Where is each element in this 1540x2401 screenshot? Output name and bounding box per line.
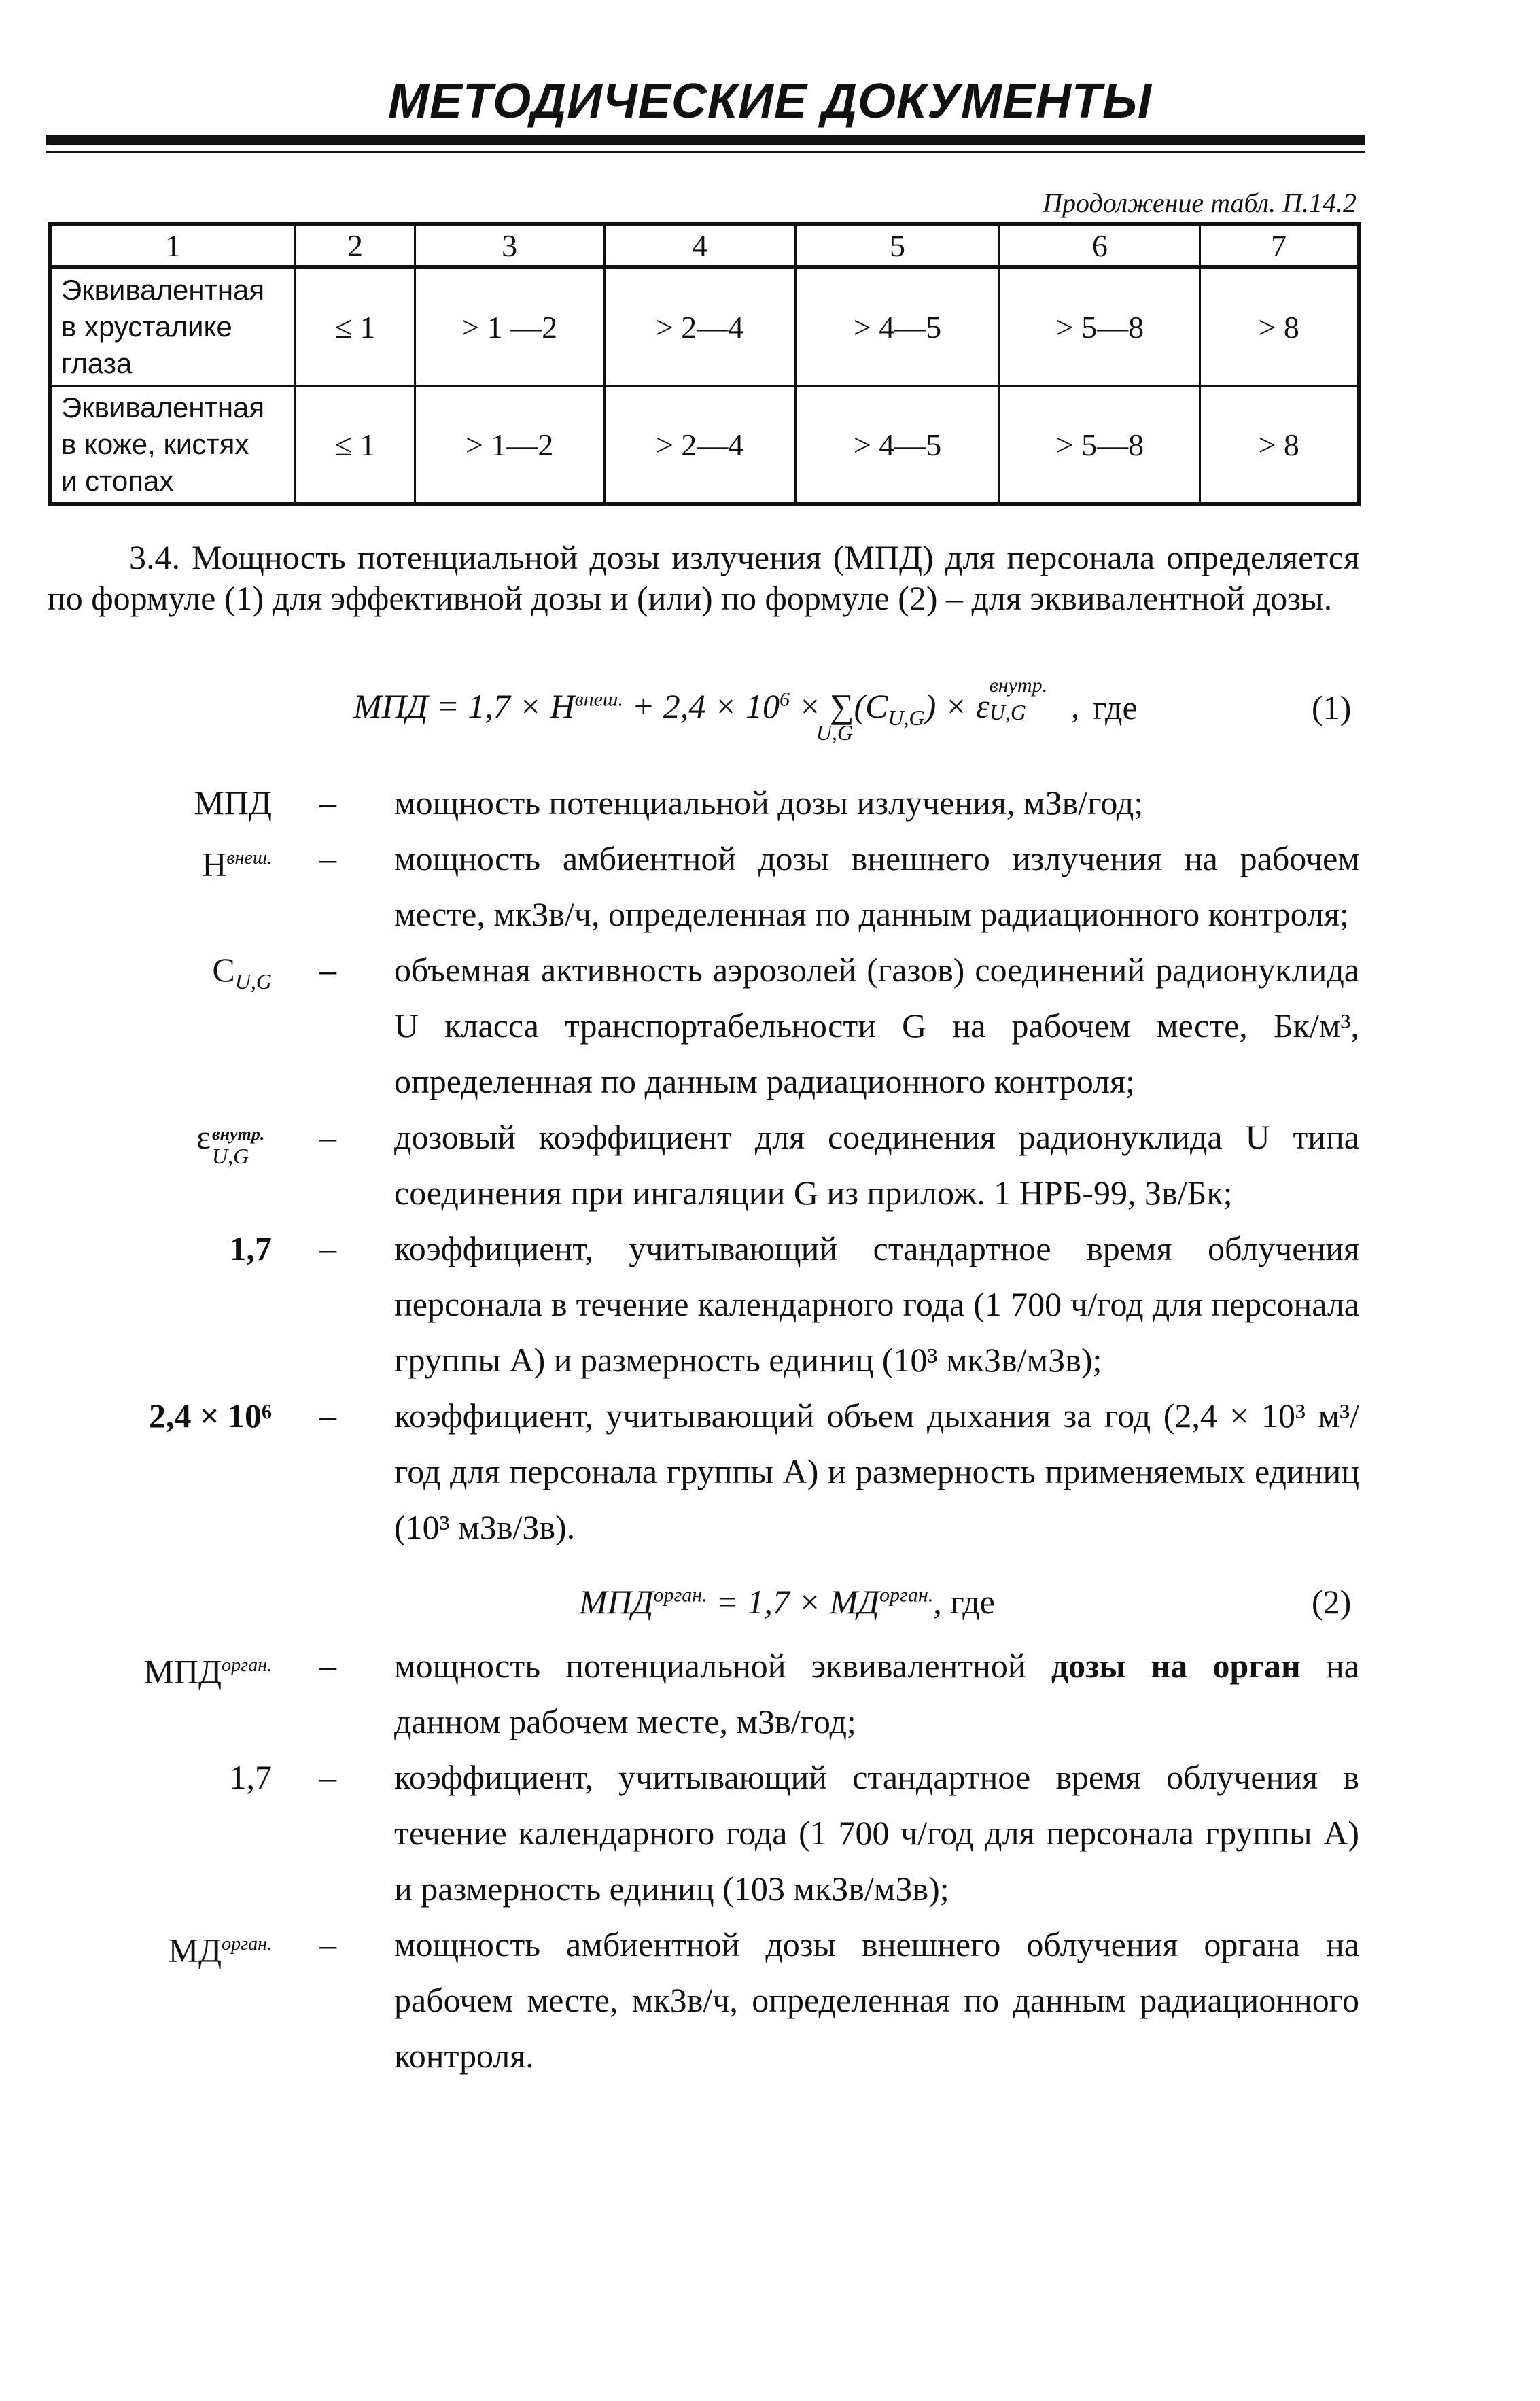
epsilon-sub: U,G xyxy=(989,700,1026,724)
definition-dash: – xyxy=(319,784,336,822)
row-label-line: Эквивалентная xyxy=(61,274,265,306)
formula1-times: × xyxy=(790,687,830,725)
sum-glyph: ∑ xyxy=(829,687,854,725)
epsilon-indices xyxy=(989,674,1071,724)
table-cell: > 8 xyxy=(1200,267,1359,386)
formula-2 xyxy=(579,1582,995,1622)
formula1-comma: , xyxy=(1070,687,1080,725)
table-row-label xyxy=(50,267,296,386)
symbol-text: 2,4 × 10⁶ xyxy=(149,1397,272,1435)
table-cell: > 4—5 xyxy=(795,267,1000,386)
table-cell: > 5—8 xyxy=(1000,386,1200,505)
epsilon-sup: внутр. xyxy=(989,674,1048,697)
definition-symbol xyxy=(95,1109,272,1168)
page-header-title: МЕТОДИЧЕСКИЕ ДОКУМЕНТЫ xyxy=(388,74,1152,128)
table-cell: > 5—8 xyxy=(1000,267,1200,386)
table-cell: > 4—5 xyxy=(795,386,1000,505)
definition-text-part: мощность потенциальной эквивалентной xyxy=(394,1647,1051,1685)
table-header-cell: 4 xyxy=(604,224,795,267)
sum-symbol xyxy=(816,686,854,745)
formula2-eq: = 1,7 × МД xyxy=(707,1583,880,1621)
table-header-cell: 2 xyxy=(296,224,415,267)
definition-dash: – xyxy=(319,1647,336,1685)
row-label-line: в коже, кистях xyxy=(61,428,249,460)
formula1-eq: = 1,7 × H xyxy=(436,687,575,725)
symbol-subscript: U,G xyxy=(212,1144,249,1168)
definition-dash: – xyxy=(319,951,336,989)
table-cell: > 1—2 xyxy=(415,386,604,505)
definition-text: коэффициент, учитывающий объем дыхания за год (2,4 × 10³ м³/год для персонала группы А) и размерность применяемых единиц (10³ мЗв/Зв). xyxy=(394,1397,1359,1546)
formula1-c-close: ) × ε xyxy=(924,687,990,725)
table-header-row xyxy=(50,224,1359,267)
definition-text: дозовый коэффициент для соединения радионуклида U типа соединения при ингаляции G из прилож. 1 НРБ-99, Зв/Бк; xyxy=(394,1118,1359,1212)
definition-text-part: на данном рабочем месте, мЗв/год; xyxy=(394,1647,1359,1740)
row-label-line: глаза xyxy=(61,347,133,379)
definition-symbol xyxy=(95,830,272,892)
table-cell: ≤ 1 xyxy=(296,267,415,386)
table-continuation-label: Продолжение табл. П.14.2 xyxy=(1043,188,1357,218)
symbol-superscript: орган. xyxy=(222,1933,272,1955)
formula1-c: (C xyxy=(854,687,888,725)
formula2-lhs-sup: орган. xyxy=(653,1583,707,1607)
definition-text: мощность потенциальной дозы излучения, мЗв/год; xyxy=(394,784,1144,822)
section-paragraph xyxy=(48,537,1359,618)
definition-text: мощность амбиентной дозы внешнего облучения органа на рабочем месте, мкЗв/ч, определенная по данным радиационного контроля. xyxy=(394,1925,1359,2075)
table-row-label xyxy=(50,386,296,505)
header-rule-thick xyxy=(46,135,1365,145)
formula1-lhs: МПД xyxy=(353,687,428,725)
definition-symbol xyxy=(95,1638,272,1700)
definition-text xyxy=(394,1638,1359,1749)
table-header-cell: 1 xyxy=(50,224,296,267)
symbol-text: МД xyxy=(168,1931,222,1969)
formula1-mid: + 2,4 × 10 xyxy=(623,687,780,725)
definition-text-bold: дозы на орган xyxy=(1051,1647,1301,1685)
dose-limit-table xyxy=(48,222,1361,506)
definition-dash: – xyxy=(319,1229,336,1267)
symbol-text: МПД xyxy=(194,784,272,822)
definition-symbol xyxy=(95,1749,272,1805)
table-header-cell: 5 xyxy=(795,224,1000,267)
table-cell: > 1 —2 xyxy=(415,267,604,386)
definition-dash: – xyxy=(319,1758,336,1796)
symbol-subscript: U,G xyxy=(234,969,272,994)
definition-text: мощность амбиентной дозы внешнего излучения на рабочем месте, мкЗв/ч, определенная по данным радиационного контроля; xyxy=(394,839,1359,933)
symbol-text: 1,7 xyxy=(229,1758,272,1796)
formula1-sup-h: внеш. xyxy=(574,688,624,711)
formula1-c-sub: U,G xyxy=(888,705,925,730)
header-rule-thin xyxy=(46,151,1365,153)
definition-symbol xyxy=(95,775,272,830)
symbol-indices xyxy=(211,1121,272,1168)
table-header-cell: 7 xyxy=(1200,224,1359,267)
formula-1 xyxy=(353,674,1080,745)
section-text: 3.4. Мощность потенциальной дозы излучения (МПД) для персонала определяется по формуле (1) для эффективной дозы и (или) по формуле (2) – для эквивалентной дозы. xyxy=(48,538,1359,617)
table-cell: > 8 xyxy=(1200,386,1359,505)
definition-symbol xyxy=(95,1221,272,1276)
formula1-number: (1) xyxy=(1312,688,1352,726)
table-row xyxy=(50,386,1359,505)
symbol-text: МПД xyxy=(143,1652,222,1691)
row-label-line: и стопах xyxy=(61,465,174,497)
formula2-rhs-sup: орган. xyxy=(879,1583,934,1607)
symbol-superscript: внутр. xyxy=(212,1124,265,1144)
definition-symbol xyxy=(95,1388,272,1443)
table-cell: > 2—4 xyxy=(604,386,795,505)
definition-text: коэффициент, учитывающий стандартное время облучения в течение календарного года (1 700 ч/год для персонала группы А) и размерность единиц (103 мкЗв/мЗв); xyxy=(394,1758,1359,1908)
symbol-text: C xyxy=(212,951,235,989)
table-cell: ≤ 1 xyxy=(296,386,415,505)
symbol-superscript: орган. xyxy=(222,1655,272,1676)
symbol-text: ε xyxy=(196,1118,211,1156)
table-cell: > 2—4 xyxy=(604,267,795,386)
table-header-cell: 3 xyxy=(415,224,604,267)
formula1-sup-10: 6 xyxy=(780,688,790,711)
formula2-where: , где xyxy=(933,1583,995,1621)
definition-dash: – xyxy=(319,1118,336,1156)
definition-text: коэффициент, учитывающий стандартное время облучения персонала в течение календарного года (1 700 ч/год для персонала группы А) и размерность единиц (10³ мкЗв/мЗв); xyxy=(394,1229,1359,1379)
symbol-text: 1,7 xyxy=(229,1229,272,1267)
definition-dash: – xyxy=(319,1925,336,1963)
sum-subscript: U,G xyxy=(816,720,853,745)
formula1-where: где xyxy=(1093,688,1138,726)
definition-dash: – xyxy=(319,839,336,877)
definition-symbol xyxy=(95,1916,272,1978)
formula2-number: (2) xyxy=(1312,1583,1352,1621)
symbol-text: Н xyxy=(202,845,227,883)
definition-symbol xyxy=(95,942,272,1009)
row-label-line: в хрусталике xyxy=(61,311,232,343)
definition-dash: – xyxy=(319,1397,336,1435)
row-label-line: Эквивалентная xyxy=(61,391,265,423)
symbol-superscript: внеш. xyxy=(226,847,272,869)
table-header-cell: 6 xyxy=(1000,224,1200,267)
table-row xyxy=(50,267,1359,386)
definition-text: объемная активность аэрозолей (газов) соединений радионуклида U класса транспортабельности G на рабочем месте, Бк/м³, определенная по данным радиационного контроля; xyxy=(394,951,1359,1100)
formula2-lhs: МПД xyxy=(579,1583,654,1621)
